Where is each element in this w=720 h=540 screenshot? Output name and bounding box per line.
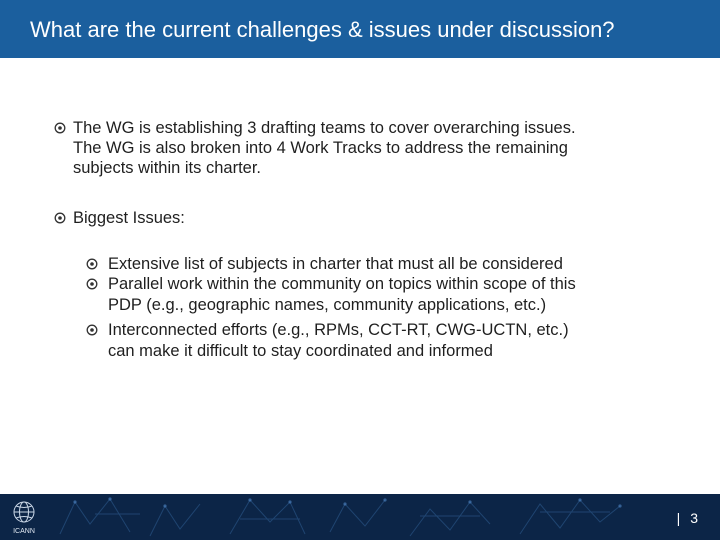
sub-bullet-line: can make it difficult to stay coordinated and informed <box>108 341 493 360</box>
page-number-value: 3 <box>690 510 698 526</box>
page-number <box>677 510 698 526</box>
target-bullet-icon <box>54 122 66 134</box>
bullet-item <box>73 118 693 178</box>
sub-bullet-line: Extensive list of subjects in charter that must all be considered <box>108 255 563 273</box>
slide-footer <box>0 494 720 540</box>
sub-bullet-line: Interconnected efforts (e.g., RPMs, CCT-RT, CWG-UCTN, etc.) <box>108 321 569 339</box>
sub-bullet-line: PDP (e.g., geographic names, community applications, etc.) <box>108 295 547 314</box>
slide-title: What are the current challenges & issues under discussion? <box>30 17 615 42</box>
icann-globe-logo <box>6 498 42 536</box>
sub-bullet-line: Parallel work within the community on topics within scope of this <box>108 275 576 293</box>
sub-bullet-item <box>108 254 688 275</box>
sub-bullet-item <box>108 320 688 361</box>
target-bullet-icon <box>54 212 66 224</box>
bullet-line: The WG is also broken into 4 Work Tracks to address the remaining <box>73 139 568 157</box>
footer-pattern <box>0 494 720 540</box>
sub-bullet-item <box>108 274 688 315</box>
bullet-line: Biggest Issues: <box>73 209 185 227</box>
bullet-line: subjects within its charter. <box>73 159 261 177</box>
bullet-item <box>73 208 693 228</box>
target-bullet-icon <box>86 324 98 336</box>
bullet-line: The WG is establishing 3 drafting teams to cover overarching issues. <box>73 119 576 137</box>
page-separator: | <box>676 510 681 526</box>
target-bullet-icon <box>86 258 98 270</box>
logo-text: ICANN <box>13 528 35 535</box>
target-bullet-icon <box>86 278 98 290</box>
